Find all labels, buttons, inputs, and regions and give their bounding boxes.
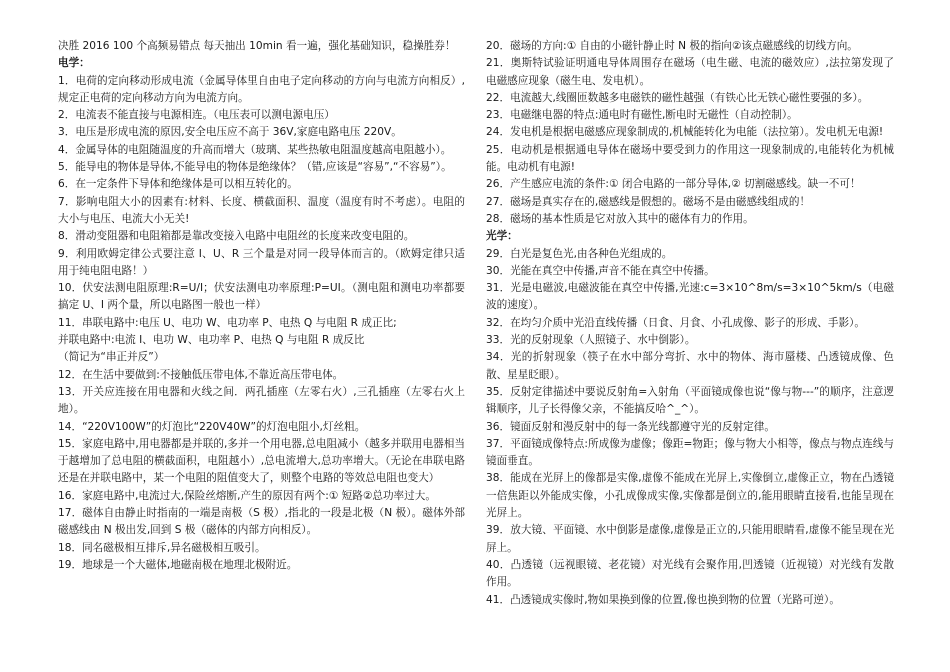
list-item: 16．家庭电路中,电流过大,保险丝熔断,产生的原因有两个:① 短路②总功率过大。 (58, 489, 436, 502)
section-heading: 电学： (58, 57, 90, 70)
list-item: 28．磁场的基本性质是它对放入其中的磁体有力的作用。 (486, 212, 754, 225)
list-item: 10．伏安法测电阻原理:R=U/I；伏安法测电功率原理:P=UI。（测电阻和测电功率都要搞定 U、I 两个量，所以电路图一般也一样） (58, 282, 465, 312)
list-item: 31．光是电磁波,电磁波能在真空中传播,光速:c=3×10^8m/s=3×10^5km/s（电磁波的速度）。 (486, 282, 894, 312)
list-item: 9．利用欧姆定律公式要注意 I、U、R 三个量是对同一段导体而言的。（欧姆定律只适用于纯电阻电路！） (58, 247, 465, 277)
list-item: 21．奥斯特试验证明通电导体周围存在磁场（电生磁、电流的磁效应）,法拉第发现了电磁感应现象（磁生电、发电机）。 (486, 57, 894, 87)
list-item: 39．放大镜、平面镜、水中倒影是虚像,虚像是正立的,只能用眼睛看,虚像不能呈现在光屏上。 (486, 524, 894, 554)
list-item: 并联电路中:电流 I、电功 W、电功率 P、电热 Q 与电阻 R 成反比 (58, 334, 365, 347)
list-item: 30．光能在真空中传播,声音不能在真空中传播。 (486, 264, 715, 277)
list-item: 32．在均匀介质中光沿直线传播（日食、月食、小孔成像、影子的形成、手影）。 (486, 316, 865, 329)
section-heading: 光学： (486, 230, 518, 243)
list-item: 13．开关应连接在用电器和火线之间．两孔插座（左零右火）,三孔插座（左零右火上地）。 (58, 385, 465, 416)
list-item: 40．凸透镜（远视眼镜、老花镜）对光线有会聚作用,凹透镜（近视镜）对光线有发散作用。 (486, 558, 894, 589)
list-item: 20．磁场的方向:① 自由的小磁针静止时 N 极的指向②该点磁感线的切线方向。 (486, 40, 858, 52)
list-item: 33．光的反射现象（人照镜子、水中倒影）。 (486, 334, 696, 347)
list-item: 7．影响电阻大小的因素有:材料、长度、横截面积、温度（温度有时不考虑）。电阻的大小与电压、电流大小无关! (58, 195, 465, 225)
list-item: 17．磁体自由静止时指南的一端是南极（S 极）,指北的一段是北极（N 极）。磁体外部磁感线由 N 极出发,回到 S 极（磁体的内部方向相反）。 (58, 507, 465, 537)
list-item: 3．电压是形成电流的原因,安全电压应不高于 36V,家庭电路电压 220V。 (58, 126, 402, 139)
list-item: 4．金属导体的电阻随温度的升高而增大（玻璃、某些热敏电阻温度越高电阻越小）。 (58, 143, 452, 156)
right-column (486, 38, 894, 609)
document-intro: 决胜 2016 100 个高频易错点 每天抽出 10min 看一遍，强化基础知识，稳操胜券！ (58, 40, 456, 52)
list-item: 1．电荷的定向移动形成电流（金属导体里自由电子定向移动的方向与电流方向相反）,规定正电荷的定向移动方向为电流方向。 (58, 74, 465, 104)
list-item: 41．凸透镜成实像时,物如果换到像的位置,像也换到物的位置（光路可逆）。 (486, 593, 840, 606)
list-item: 38．能成在光屏上的像都是实像,虚像不能成在光屏上,实像倒立,虚像正立，物在凸透镜一倍焦距以外能成实像，小孔成像成实像,实像都是倒立的,能用眼睛直接看,也能呈现在光屏上。 (486, 472, 894, 520)
left-column (58, 38, 465, 574)
list-item: 19．地球是一个大磁体,地磁南极在地理北极附近。 (58, 558, 298, 571)
list-item: 18．同名磁极相互排斥,异名磁极相互吸引。 (58, 541, 266, 554)
list-item: 8．滑动变阻器和电阻箱都是靠改变接入电路中电阻丝的长度来改变电阻的。 (58, 230, 415, 243)
list-item: 25．电动机是根据通电导体在磁场中要受到力的作用这一现象制成的,电能转化为机械能。电动机有电源! (486, 143, 894, 174)
list-item: 27．磁场是真实存在的,磁感线是假想的。磁场不是由磁感线组成的！ (486, 195, 811, 208)
list-item: 14．“220V100W”的灯泡比“220V40W”的灯泡电阻小,灯丝粗。 (58, 420, 366, 433)
list-item: 34．光的折射现象（筷子在水中部分弯折、水中的物体、海市蜃楼、凸透镜成像、色散、星星眨眼）。 (486, 351, 894, 381)
list-item: 15．家庭电路中,用电器都是并联的,多并一个用电器,总电阻减小（越多并联用电器相当于越增加了总电阻的横截面积，电阻越小）,总电流增大,总功率增大。（无论在串联电路还是在并联电路中，某一个电阻的阻值变大了，则整个电路的等效总电阻也变大） (58, 437, 465, 485)
list-item: 12．在生活中要做到:不接触低压带电体,不靠近高压带电体。 (58, 368, 344, 381)
list-item: 26．产生感应电流的条件:① 闭合电路的一部分导体,② 切割磁感线。缺一不可！ (486, 178, 861, 191)
list-item: 11．串联电路中:电压 U、电功 W、电功率 P、电热 Q 与电阻 R 成正比; (58, 316, 397, 329)
list-item: （简记为“串正并反”） (58, 351, 165, 364)
list-item: 29．白光是复色光,由各种色光组成的。 (486, 247, 673, 260)
list-item: 5．能导电的物体是导体,不能导电的物体是绝缘体？（错,应该是“容易”,“不容易”）。 (58, 161, 452, 174)
list-item: 22．电流越大,线圈匝数越多电磁铁的磁性越强（有铁心比无铁心磁性要强的多）。 (486, 91, 869, 104)
list-item: 23．电磁继电器的特点:通电时有磁性,断电时无磁性（自动控制）。 (486, 109, 798, 122)
list-item: 37．平面镜成像特点:所成像为虚像；像距=物距；像与物大小相等，像点与物点连线与镜面垂直。 (486, 437, 894, 468)
list-item: 24．发电机是根据电磁感应现象制成的,机械能转化为电能（法拉第）。发电机无电源! (486, 126, 884, 139)
list-item: 35．反射定律描述中要说反射角=入射角（平面镜成像也说“像与物---”的顺序，注意逻辑顺序，儿子长得像父亲，不能搞反哈^_^）。 (486, 385, 894, 416)
list-item: 36．镜面反射和漫反射中的每一条光线都遵守光的反射定律。 (486, 420, 775, 433)
list-item: 2．电流表不能直接与电源相连。（电压表可以测电源电压） (58, 109, 335, 122)
list-item: 6．在一定条件下导体和绝缘体是可以相互转化的。 (58, 178, 298, 191)
